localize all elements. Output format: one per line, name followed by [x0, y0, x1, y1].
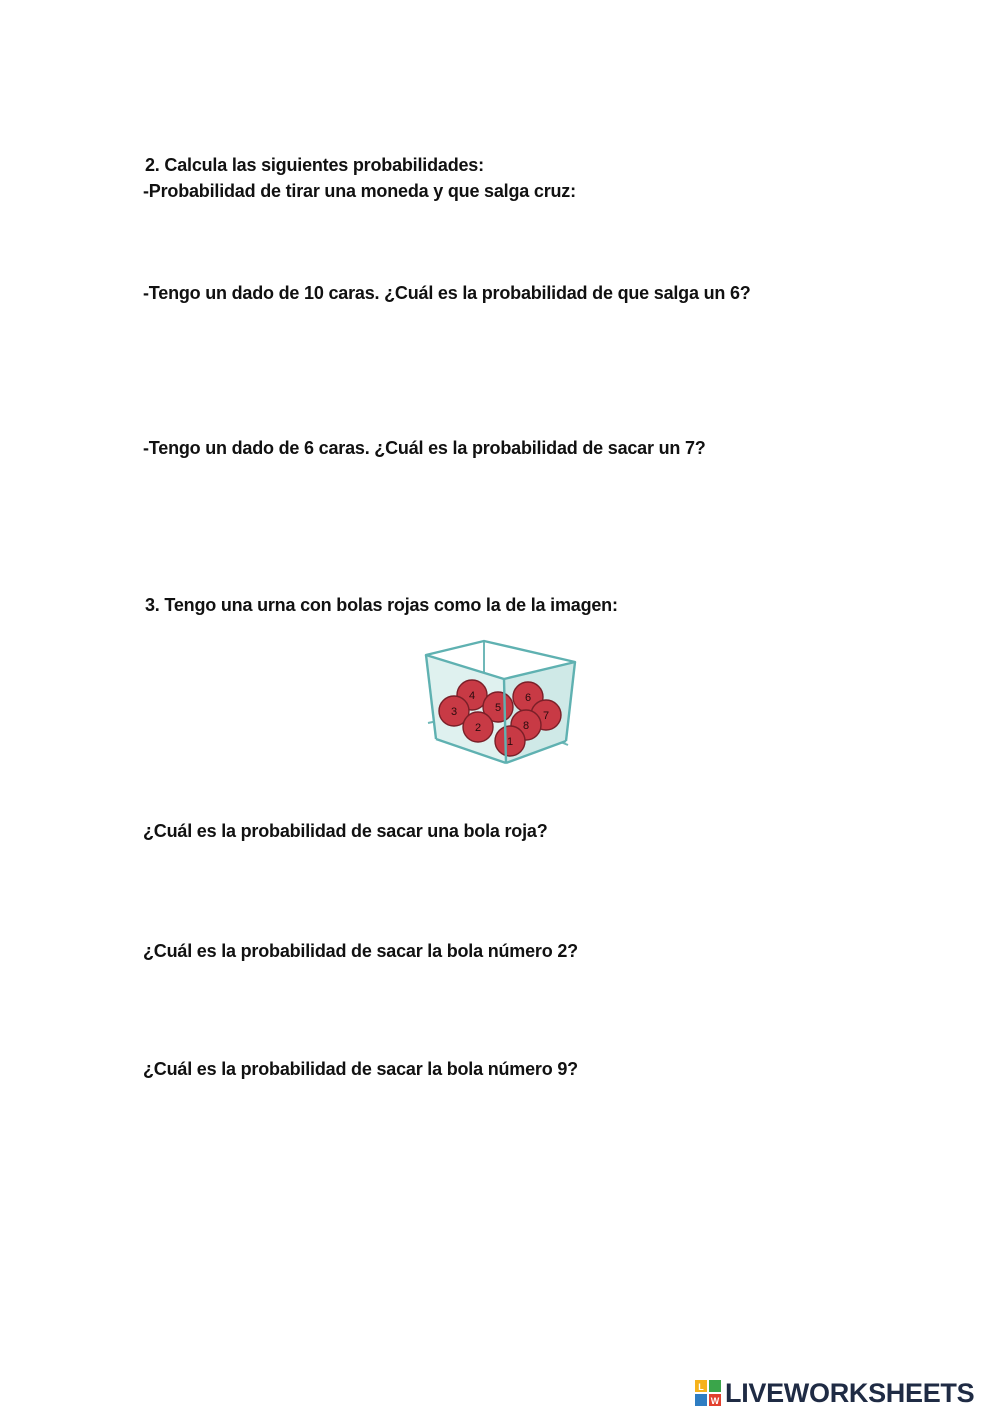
section-2-heading: 2. Calcula las siguientes probabilidades:	[145, 155, 484, 175]
question-ball-number-2: ¿Cuál es la probabilidad de sacar la bola número 2?	[143, 941, 578, 961]
svg-text:5: 5	[494, 702, 502, 714]
question-ball-number-9: ¿Cuál es la probabilidad de sacar la bola número 9?	[143, 1059, 578, 1079]
svg-text:6: 6	[524, 692, 532, 704]
svg-text:L: L	[698, 1382, 704, 1392]
liveworksheets-watermark	[695, 1377, 974, 1409]
question-ten-sided-die: -Tengo un dado de 10 caras. ¿Cuál es la probabilidad de que salga un 6?	[143, 283, 751, 303]
question-coin-tails: -Probabilidad de tirar una moneda y que salga cruz:	[143, 181, 576, 201]
ball-2	[463, 712, 493, 742]
section-3-heading: 3. Tengo una urna con bolas rojas como la de la imagen:	[145, 595, 618, 615]
urn-with-red-balls-image	[418, 635, 584, 771]
question-red-ball: ¿Cuál es la probabilidad de sacar una bola roja?	[143, 821, 548, 841]
liveworksheets-logo-icon	[695, 1380, 721, 1406]
svg-text:W: W	[710, 1396, 720, 1406]
svg-text:2: 2	[474, 722, 482, 734]
svg-text:4: 4	[468, 690, 476, 702]
svg-text:1: 1	[506, 736, 514, 748]
question-six-sided-die: -Tengo un dado de 6 caras. ¿Cuál es la probabilidad de sacar un 7?	[143, 438, 706, 458]
svg-text:8: 8	[522, 720, 530, 732]
ball-1	[495, 726, 525, 756]
svg-text:3: 3	[450, 706, 458, 718]
svg-text:7: 7	[542, 710, 550, 722]
liveworksheets-wordmark: LIVEWORKSHEETS	[725, 1378, 975, 1408]
